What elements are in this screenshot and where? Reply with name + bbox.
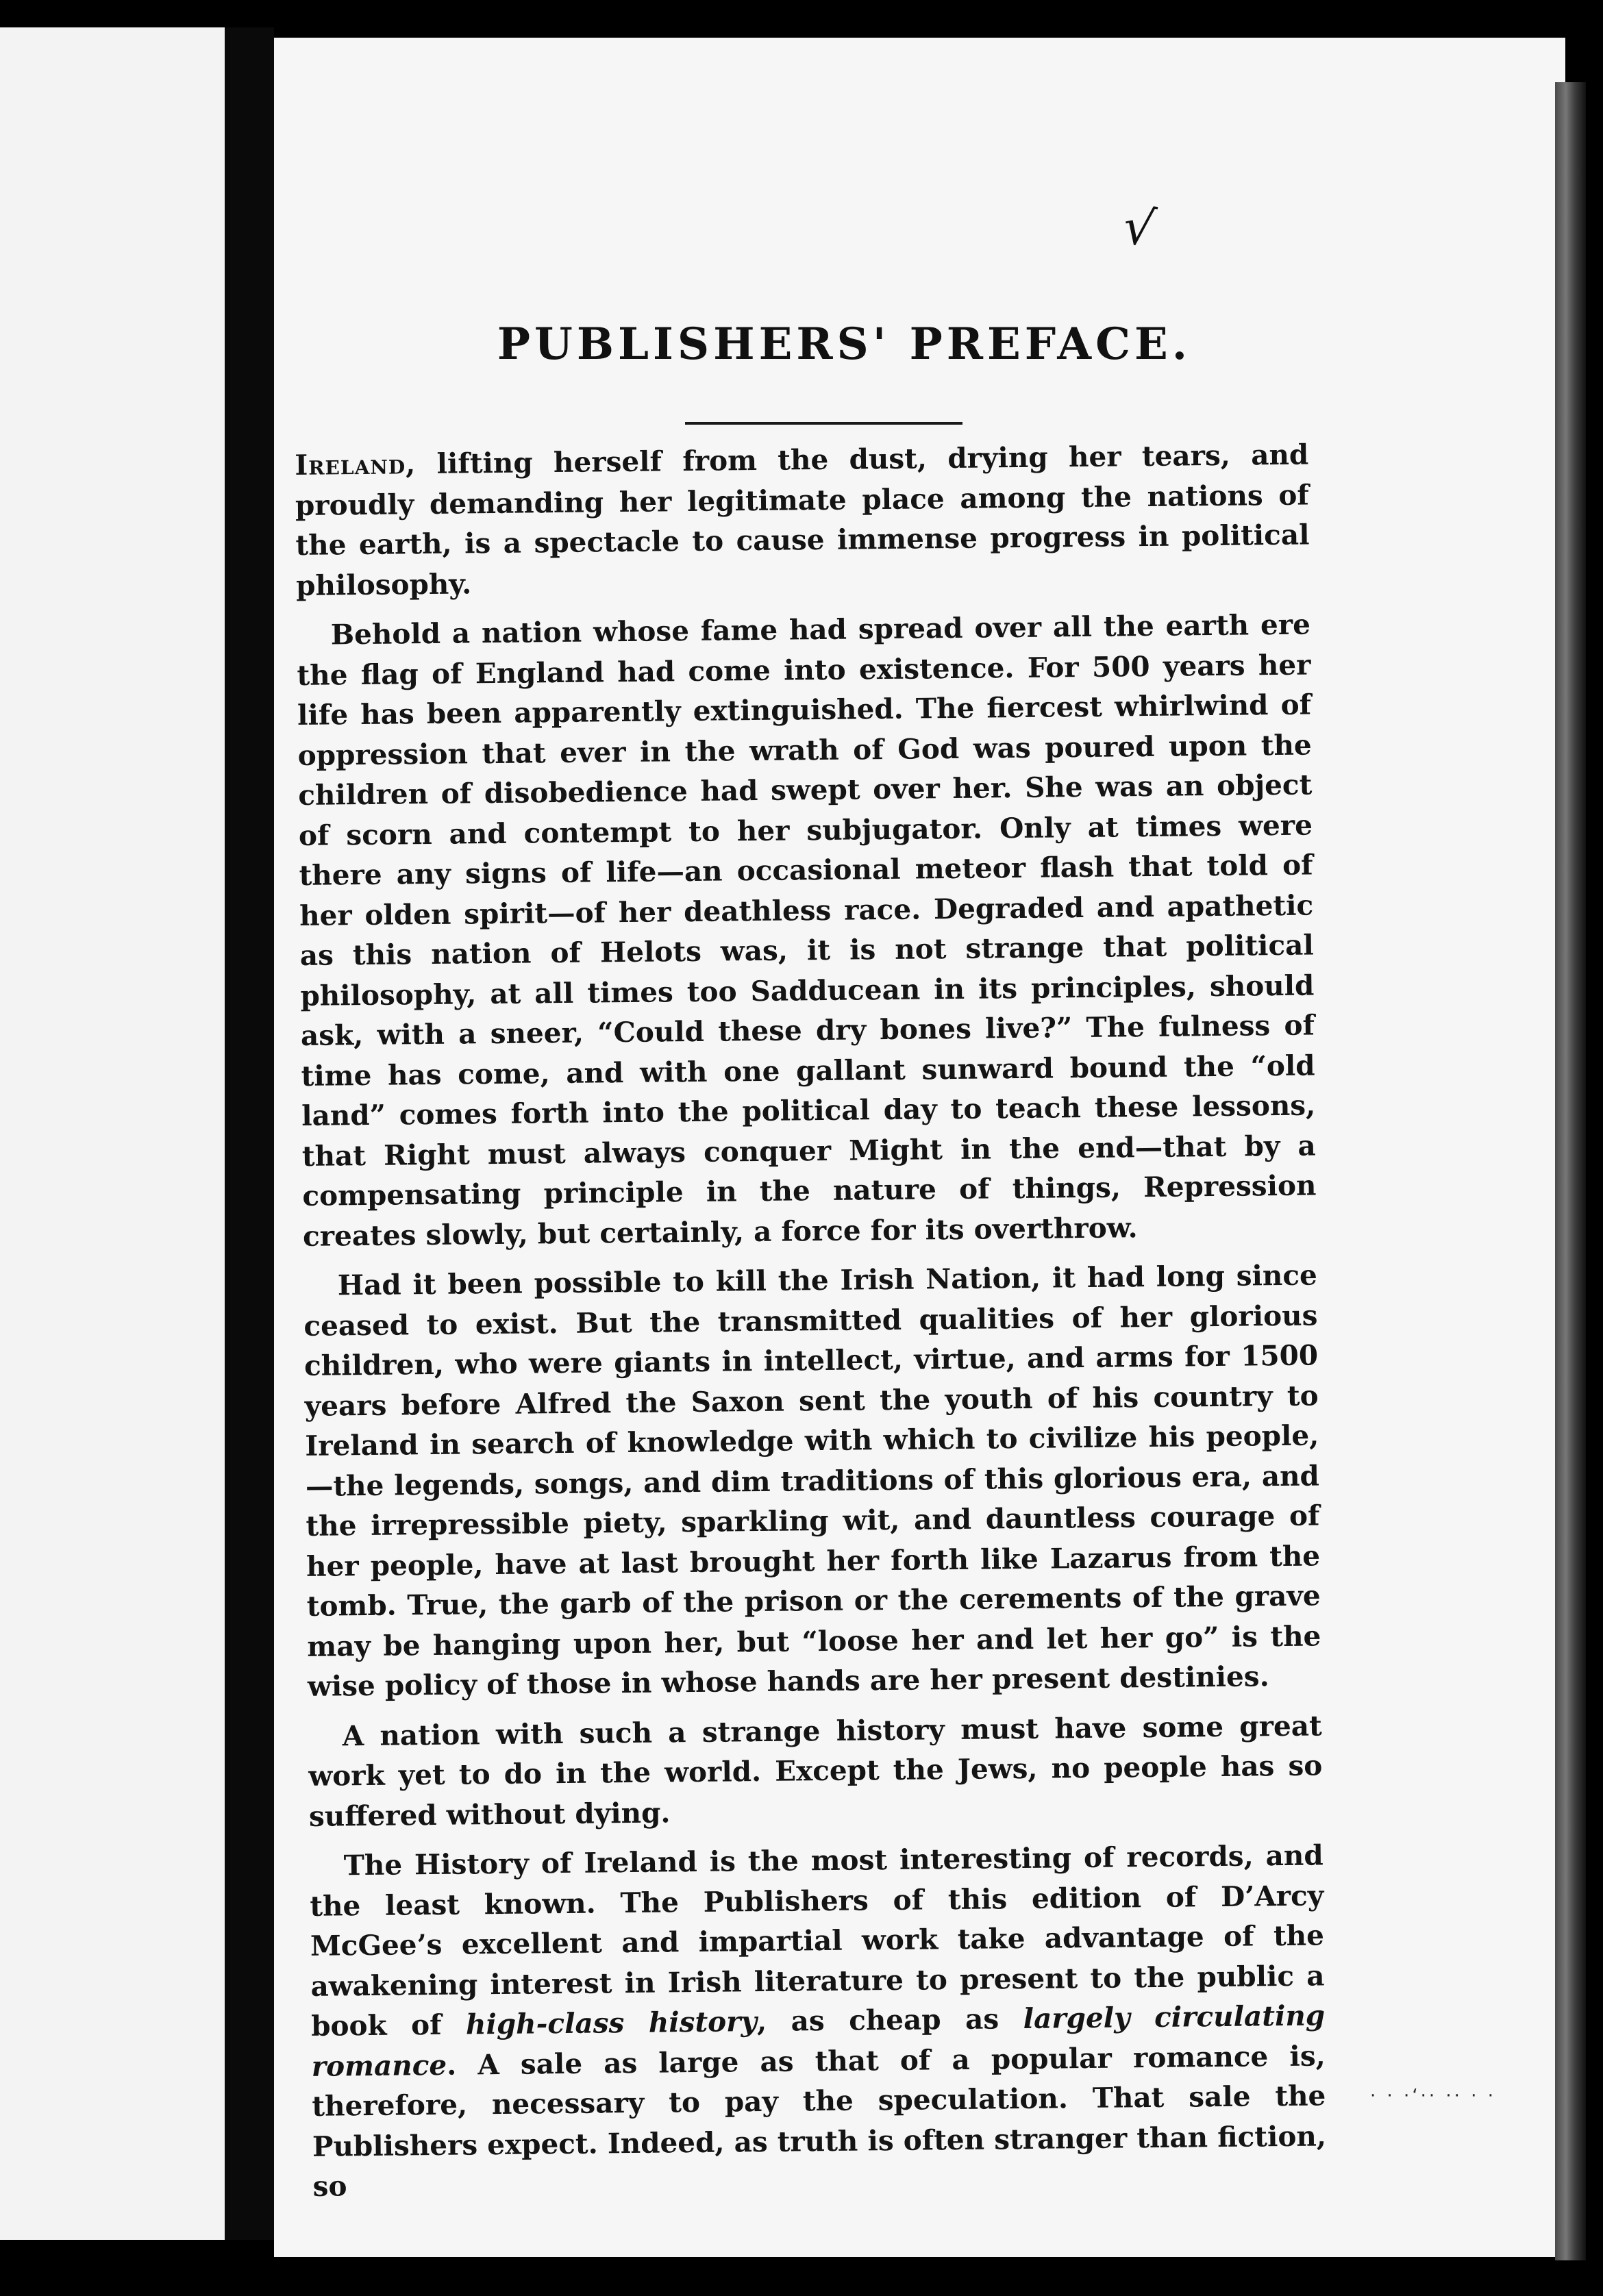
lead-word: Ireland, bbox=[295, 447, 417, 482]
binding-gutter bbox=[225, 27, 274, 2240]
paragraph-2: Behold a nation whose fame had spread over all the earth ere the flag of England had come into existence. For 500 years her life has been apparently extinguished. The fiercest whirlwind of oppression that ever in the wrath of God was poured upon the children of disobedience had swept over her. She was an object of scorn and contempt to her subjugator. Only at times were there any signs of life—an occasional meteor flash that told of her olden spirit—of her deathless race. Degraded and apathetic as this nation of Helots was, it is not strange that political philosophy, at all times too Sadducean in its principles, should ask, with a sneer, “Could these dry bones live?” The fulness of time has come, and with one gallant sunward bound the “old land” comes forth into the political day to teach these lessons, that Right must always conquer Might in the end—that by a compensating principle in the nature of things, Repression creates slowly, but certainly, a force for its overthrow. bbox=[297, 608, 1317, 1253]
paragraph-4: A nation with such a strange history must have some great work yet to do in the world. Except the Jews, no people has so suffered without dying. bbox=[308, 1708, 1323, 1833]
preface-body bbox=[295, 435, 1327, 2217]
corner-specks: · · ·‘·· ·· · · bbox=[1370, 2086, 1496, 2106]
paragraph-5-italic-b: largely circulating romance bbox=[311, 1999, 1326, 2083]
paragraph-5-text-a: The History of Ireland is the most interesting of records, and the least known. The Publishers of this edition of D’Arcy McGee’s excellent and impartial work take advantage of the awakening interest in Irish literature to present to the public a book of bbox=[310, 1838, 1325, 2043]
margin-check-mark: √ bbox=[1119, 197, 1159, 258]
paragraph-5 bbox=[309, 1835, 1326, 2206]
paragraph-3: Had it been possible to kill the Irish Nation, it had long since ceased to exist. But the transmitted qualities of her glorious children, who were giants in intellect, virtue, and arms for 1500 years before Alfred the Saxon sent the youth of his country to Ireland in search of knowledge with which to civilize his people,—the legends, songs, and dim traditions of this glorious era, and the irrepressible piety, sparkling wit, and dauntless courage of her people, have at last brought her forth like Lazarus from the tomb. True, the garb of the prison or the cerements of the grave may be hanging upon her, but “loose her and let her go” is the wise policy of those in whose hands are her present destinies. bbox=[303, 1258, 1321, 1703]
paragraph-1 bbox=[295, 435, 1310, 606]
title-rule bbox=[685, 422, 962, 425]
paragraph-5-text-c: . A sale as large as that of a popular romance is, therefore, necessary to pay the speculation. That sale the Publishers expect. Indeed, as truth is often stranger than fiction, so bbox=[312, 2038, 1327, 2203]
page-stack-edge bbox=[1555, 82, 1586, 2260]
paragraph-5-italic-a: high-class history bbox=[465, 2005, 758, 2041]
page-title: PUBLISHERS' PREFACE. bbox=[497, 319, 1192, 370]
previous-page-edge bbox=[0, 27, 226, 2240]
paragraph-5-text-b: , as cheap as bbox=[756, 2001, 1023, 2038]
paragraph-1-text: lifting herself from the dust, drying her tears, and proudly demanding her legitimate place among the nations of the earth, is a spectacle to cause immense progress in political philosophy. bbox=[295, 438, 1310, 602]
